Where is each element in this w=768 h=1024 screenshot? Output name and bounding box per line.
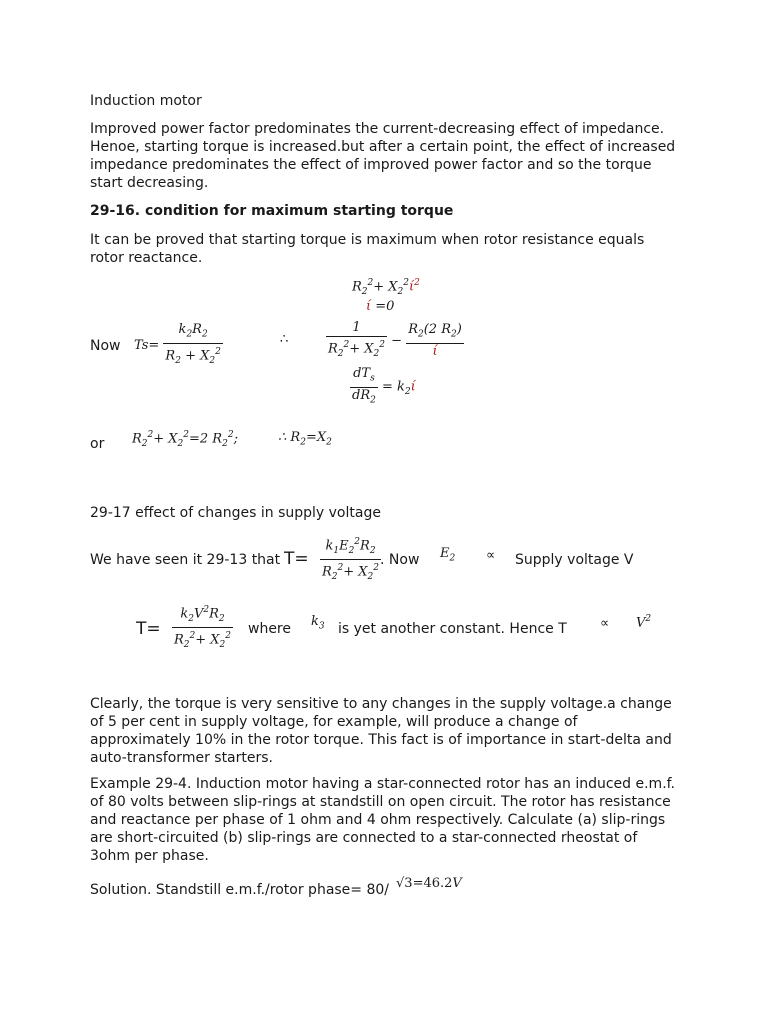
eq-r2x2-squared: $R_2^2+ X_2^2ί^2$	[352, 278, 420, 297]
solution-unit: V	[452, 876, 462, 891]
eq-ts: Ts= $\frac{k_2R_2}{R_2 + X_2^2}$	[134, 322, 221, 366]
proportional-symbol: ∝	[486, 548, 496, 563]
section-heading-supply-voltage: 29-17 effect of changes in supply voltage	[90, 505, 381, 521]
seen-text: We have seen it 29-13 that	[90, 552, 281, 568]
eq-solution: √3=46.2V	[396, 876, 462, 891]
eq-torque-e2: $\frac{k_1E_2^2R_2}{R_2^2+ X_2^2}$	[320, 534, 381, 585]
paragraph-example: Example 29-4. Induction motor having a star-connected rotor has an induced e.m.f. of 80 volts between slip-rings at standstill on open circuit. The rotor has resistance and reactance per phase of 1 ohm and 4 ohm respectively. Calculate (a) slip-rings are short-circuited (b) slip-rings are connected to a star-connected rheostat of 3ohm per phase.	[90, 776, 676, 864]
paragraph-sensitivity: Clearly, the torque is very sensitive to any changes in the supply voltage.a change of 5 per cent in supply voltage, for example, will produce a change of approximately 10% in the rotor torque. This fact is of importance in start-delta and auto-transformer starters.	[90, 696, 672, 766]
therefore-symbol: ∴	[280, 332, 289, 347]
eq-result: ∴ $R_2=X_2$	[278, 430, 332, 448]
where-text: where	[248, 621, 291, 637]
eq-derivative-fraction: $\frac{1}{R_2^2+ X_2^2}$ − $\frac{R_2(2 R_2)}{ί}$	[328, 320, 462, 359]
solution-text: Solution. Standstill e.m.f./rotor phase= 80/	[90, 882, 390, 898]
eq-zero: ί =0	[366, 299, 395, 314]
eq-equality: $R_2^2+ X_2^2=2$ $R_2^2$;	[132, 430, 238, 449]
section-heading-max-torque: 29-16. condition for maximum starting torque	[90, 203, 454, 219]
solution-value: =46.2	[412, 876, 453, 891]
eq-torque-v: $\frac{k_2V^2R_2}{R_2^2+ X_2^2}$	[172, 602, 233, 653]
torque-label: T=	[284, 549, 309, 569]
now-label: Now	[90, 338, 121, 354]
or-label: or	[90, 436, 105, 452]
eq-e2: $E_2$	[440, 546, 456, 564]
supply-voltage-text: Supply voltage V	[515, 552, 634, 568]
paragraph-impedance: Improved power factor predominates the current-decreasing effect of impedance. Henoe, starting torque is increased.but after a certain point, the effect of increased impedance predominates the effect of improved power factor and so the torque start decreasing.	[90, 121, 676, 191]
another-constant-text: is yet another constant. Hence T	[338, 621, 567, 637]
eq-dts-dr2: $\frac{dT_s}{dR_2}$ = $k_2ί$	[352, 366, 416, 406]
doc-title: Induction motor	[90, 93, 202, 109]
eq-v-squared: $V^2$	[636, 614, 652, 631]
paragraph-proof: It can be proved that starting torque is maximum when rotor resistance equals rotor reactance.	[90, 232, 645, 266]
proportional-symbol-2: ∝	[600, 616, 610, 631]
torque-label-2: T=	[136, 619, 161, 639]
eq-k3: $k_3$	[311, 614, 325, 632]
dot-now-text: . Now	[380, 552, 420, 568]
